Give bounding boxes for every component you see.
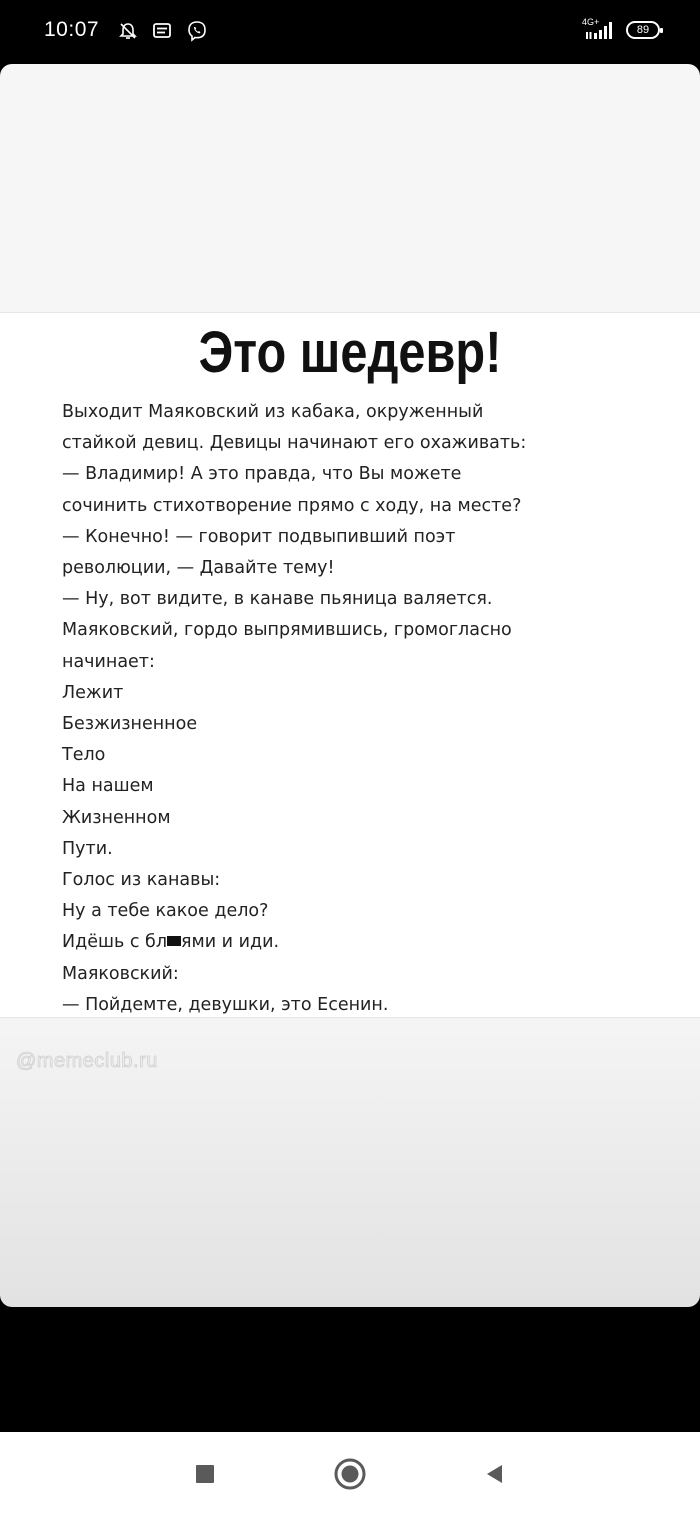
- meme-line: начинает:: [62, 651, 155, 672]
- status-time: 10:07: [44, 18, 100, 41]
- meme-line: Маяковский:: [62, 963, 179, 984]
- meme-line: сочинить стихотворение прямо с ходу, на месте?: [62, 495, 522, 516]
- status-bar: [0, 0, 700, 62]
- meme-line: Маяковский, гордо выпрямившись, громогласно: [62, 620, 512, 641]
- home-button[interactable]: [332, 1458, 368, 1494]
- viber-icon: [186, 20, 208, 46]
- meme-line: стайкой девиц. Девицы начинают его охаживать:: [62, 433, 527, 454]
- notification-off-icon: [118, 21, 138, 45]
- meme-line-censored: [62, 927, 662, 958]
- meme-line: Безжизненное: [62, 714, 198, 735]
- meme-line: Выходит Маяковский из кабака, окруженный: [62, 402, 484, 422]
- signal-icon: [582, 17, 614, 40]
- meme-text: [62, 397, 662, 1021]
- meme-line: — Конечно! — говорит подвыпивший поэт: [62, 526, 456, 547]
- status-notification-icons: [118, 20, 208, 46]
- meme-image: [0, 312, 700, 1018]
- battery-icon: [626, 21, 660, 39]
- censored-text-after: ями и иди.: [181, 932, 280, 953]
- meme-line: — Владимир! А это правда, что Вы можете: [62, 464, 462, 485]
- watermark: @memeclub.ru: [16, 1050, 158, 1072]
- meme-line: На нашем: [62, 776, 154, 797]
- status-system-icons: [582, 17, 660, 40]
- post-card[interactable]: [0, 64, 700, 1307]
- battery-level: 89: [636, 24, 650, 36]
- home-circle-icon: [333, 1457, 367, 1495]
- navigation-bar: [0, 1432, 700, 1517]
- meme-title: Это шедевр!: [198, 320, 502, 385]
- meme-line: Ну а тебе какое дело?: [62, 901, 269, 922]
- back-triangle-icon: [482, 1462, 506, 1490]
- meme-line: Жизненном: [62, 807, 171, 828]
- network-type-label: 4G+: [582, 17, 600, 27]
- meme-line: — Ну, вот видите, в канаве пьяница валяется.: [62, 589, 493, 610]
- meme-line: Голос из канавы:: [62, 870, 221, 891]
- meme-line: революции, — Давайте тему!: [62, 558, 335, 579]
- censored-text-before: Идёшь с бл: [62, 932, 168, 953]
- censor-bar: [167, 936, 181, 946]
- meme-line: — Пойдемте, девушки, это Есенин.: [62, 994, 389, 1015]
- square-icon: [194, 1463, 216, 1489]
- meme-line: Лежит: [62, 682, 124, 703]
- recent-apps-button[interactable]: [187, 1458, 223, 1494]
- meme-line: Тело: [62, 745, 106, 766]
- back-button[interactable]: [476, 1458, 512, 1494]
- message-icon: [152, 21, 172, 45]
- meme-line: Пути.: [62, 838, 113, 859]
